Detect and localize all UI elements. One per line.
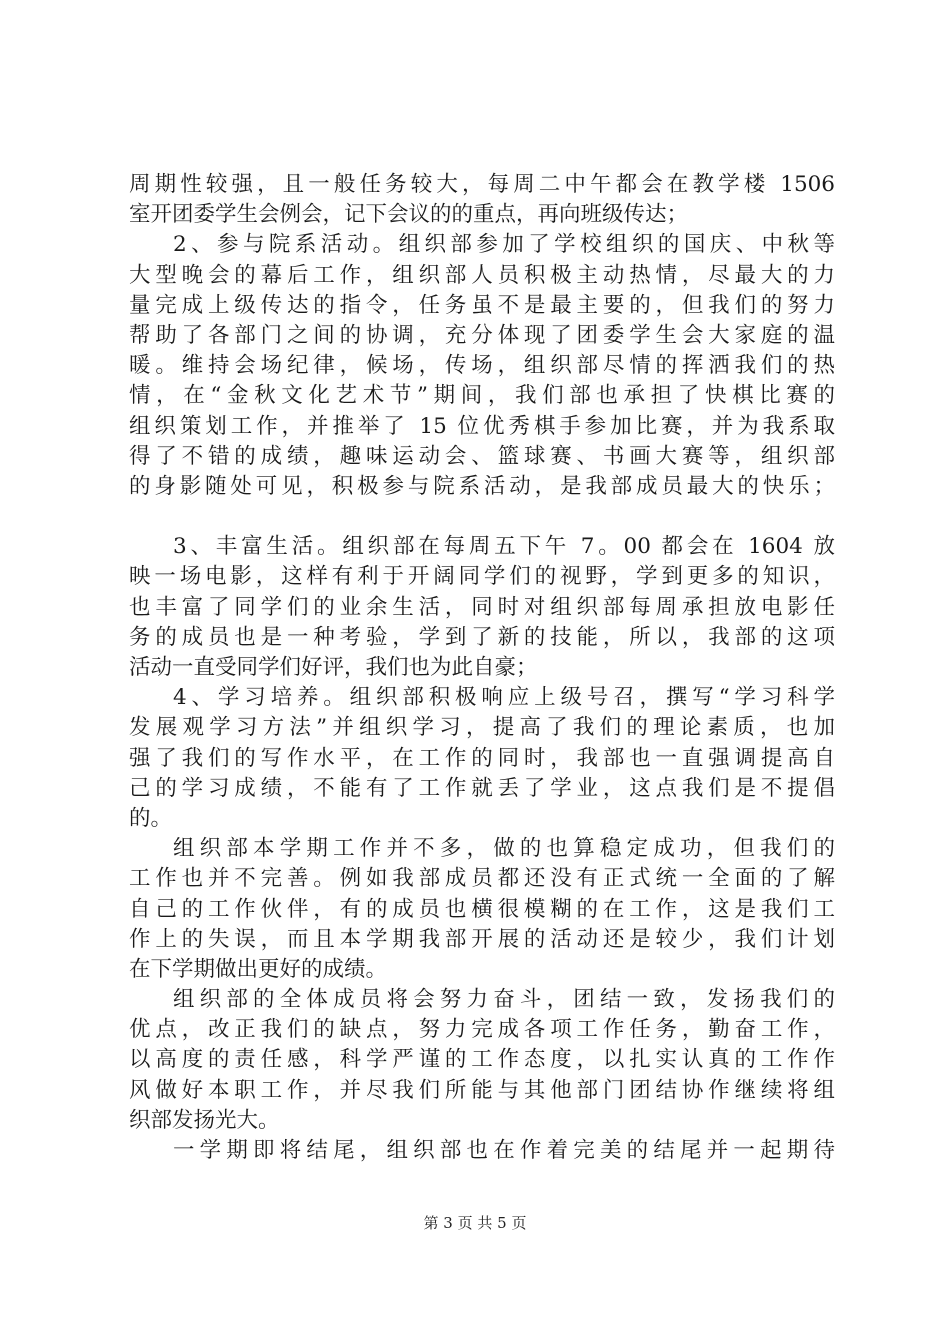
text-line: 帮助了各部门之间的协调，充分体现了团委学生会大家庭的温 — [129, 322, 835, 348]
text-line: 周期性较强，且一般任务较大，每周二中午都会在教学楼 1506 — [129, 172, 835, 197]
text-line: 的。 — [129, 805, 173, 831]
paragraph-start-line: 一学期即将结尾，组织部也在作着完美的结尾并一起期待 — [173, 1138, 835, 1163]
text-line: 自己的工作伙伴，有的成员也横很模糊的在工作，这是我们工 — [129, 896, 835, 922]
paragraph-gap — [129, 502, 835, 532]
text-line: 务的成员也是一种考验，学到了新的技能，所以，我部的这项 — [129, 624, 835, 650]
text-line: 组织策划工作，并推举了 15 位优秀棋手参加比赛，并为我系取 — [129, 413, 835, 439]
text-line: 也丰富了同学们的业余生活，同时对组织部每周承担放电影任 — [129, 594, 835, 620]
paragraph-start-line: 组织部本学期工作并不多，做的也算稳定成功，但我们的 — [173, 836, 835, 862]
text-line: 织部发扬光大。 — [129, 1107, 280, 1133]
document-body — [129, 170, 835, 1166]
text-line: 得了不错的成绩，趣味运动会、篮球赛、书画大赛等，组织部 — [129, 443, 835, 469]
text-line: 情，在“金秋文化艺术节”期间，我们部也承担了快棋比赛的 — [129, 383, 835, 409]
text-line: 大型晚会的幕后工作，组织部人员积极主动热情，尽最大的力 — [129, 262, 835, 288]
text-line: 映一场电影，这样有利于开阔同学们的视野，学到更多的知识， — [129, 564, 835, 590]
text-line: 量完成上级传达的指令，任务虽不是最主要的，但我们的努力 — [129, 292, 835, 318]
text-line: 强了我们的写作水平，在工作的同时，我部也一直强调提高自 — [129, 745, 835, 771]
text-line: 活动一直受同学们好评，我们也为此自豪； — [129, 655, 538, 680]
text-line: 优点，改正我们的缺点，努力完成各项工作任务，勤奋工作， — [129, 1017, 835, 1043]
text-line: 工作也并不完善。例如我部成员都还没有正式统一全面的了解 — [129, 866, 835, 892]
page-number-footer: 第 3 页 共 5 页 — [423, 1214, 527, 1232]
text-line: 暖。维持会场纪律，候场，传场，组织部尽情的挥洒我们的热 — [129, 353, 835, 379]
text-line: 己的学习成绩，不能有了工作就丢了学业，这点我们是不提倡 — [129, 775, 835, 801]
paragraph-start-line: 组织部的全体成员将会努力奋斗，团结一致，发扬我们的 — [173, 987, 835, 1013]
text-line: 室开团委学生会例会，记下会议的的重点，再向班级传达； — [129, 202, 689, 228]
text-line: 的身影随处可见，积极参与院系活动，是我部成员最大的快乐； — [129, 473, 835, 499]
text-line: 风做好本职工作，并尽我们所能与其他部门团结协作继续将组 — [129, 1077, 835, 1103]
text-line: 发展观学习方法”并组织学习，提高了我们的理论素质，也加 — [129, 715, 835, 741]
paragraph-start-line: 3、丰富生活。组织部在每周五下午 7。00 都会在 1604 放 — [173, 534, 835, 560]
paragraph-start-line: 2、参与院系活动。组织部参加了学校组织的国庆、中秋等 — [173, 232, 835, 258]
text-line: 作上的失误，而且本学期我部开展的活动还是较少，我们计划 — [129, 926, 835, 952]
text-line: 以高度的责任感，科学严谨的工作态度，以扎实认真的工作作 — [129, 1047, 835, 1073]
paragraph-start-line: 4、学习培养。组织部积极响应上级号召，撰写“学习科学 — [173, 685, 835, 711]
text-line: 在下学期做出更好的成绩。 — [129, 956, 388, 982]
